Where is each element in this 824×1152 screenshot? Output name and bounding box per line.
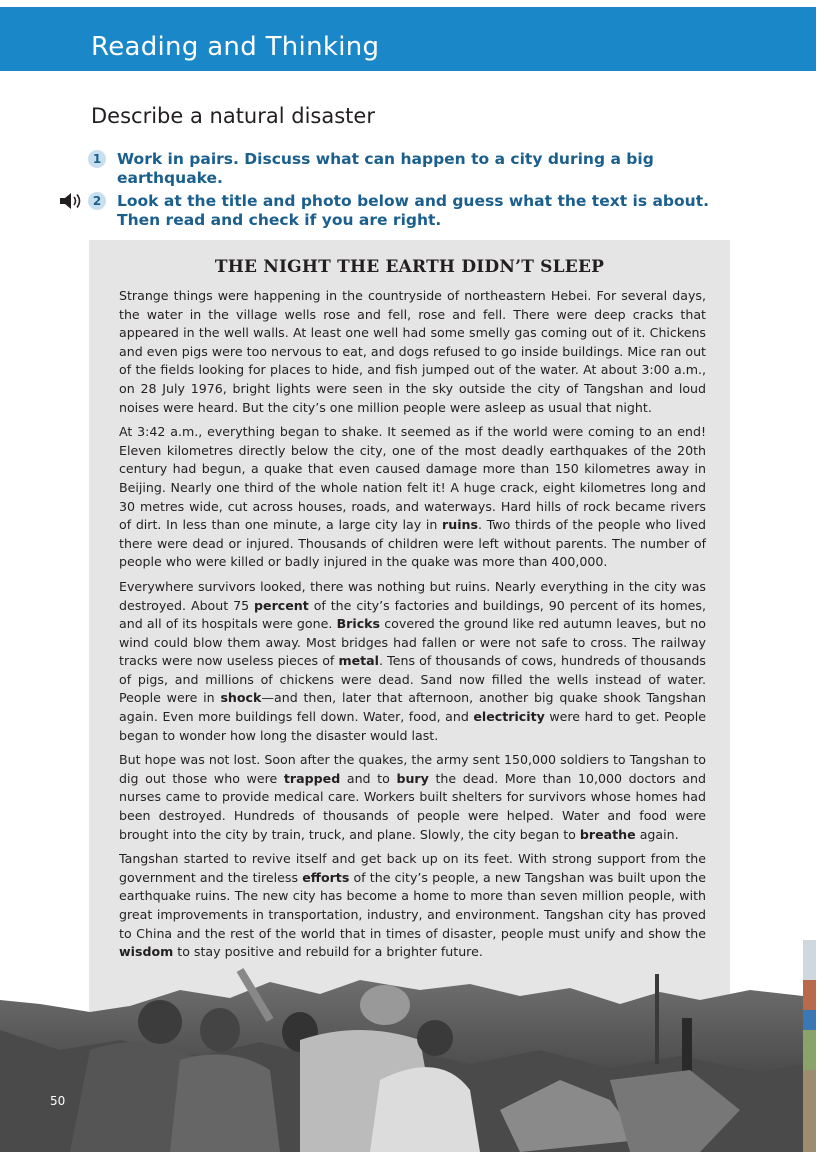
vocab-word: bury [396,770,429,786]
vocab-word: ruins [442,517,479,533]
task-number-1: 1 [88,150,106,168]
vocab-word: percent [254,597,309,613]
task-1-text: Work in pairs. Discuss what can happen to a city during a big earthquake. [117,150,654,187]
vocab-word: breathe [579,826,636,842]
page-edge-strip [803,940,816,1152]
speaker-icon[interactable] [59,193,83,209]
vocab-word: efforts [302,869,350,885]
page-number: 50 [50,1094,66,1108]
paragraph-5: Tangshan started to revive itself and get back up on its feet. With strong support from the government and the tireless efforts of the city’s people, a new Tangshan was built upon the earthquake ruins. The new city has become a home to more than seven million people, with great improvements in transportation, industry, and environment. Tangshan city has proved to China and the rest of the world that in times of disaster, people must unify and show the wisdom to stay positive and rebuild for a brighter future. [119,851,706,960]
vocab-word: trapped [283,770,341,786]
vocab-word: metal [338,653,379,669]
vocab-word: Bricks [336,616,381,632]
article-body [119,287,706,968]
page-title: Reading and Thinking [91,32,380,62]
vocab-word: shock [220,690,262,706]
earthquake-rescue-photo [0,960,816,1152]
paragraph-3: Everywhere survivors looked, there was nothing but ruins. Nearly everything in the city was destroyed. About 75 percent of the city’s factories and buildings, 90 percent of its homes, and all of its hospitals were gone. Bricks covered the ground like red autumn leaves, but no wind could blow them away. Most bridges had fallen or were not safe to cross. The railway tracks were now useless pieces of metal. Tens of thousands of cows, hundreds of thousands of pigs, and millions of chickens were dead. Sand now filled the wells instead of water. People were in shock—and then, later that afternoon, another big quake shook Tangshan again. Even more buildings fell down. Water, food, and electricity were hard to get. People began to wonder how long the disaster would last. [119,578,706,743]
paragraph-4: But hope was not lost. Soon after the quakes, the army sent 150,000 soldiers to Tangshan to dig out those who were trapped and to bury the dead. More than 10,000 doctors and nurses came to provide medical care. Workers built shelters for survivors whose homes had been destroyed. Hundreds of thousands of people were helped. Water and food were brought into the city by train, truck, and plane. Slowly, the city began to breathe again. [119,752,706,842]
paragraph-2: At 3:42 a.m., everything began to shake. It seemed as if the world were coming to an end! Eleven kilometres directly below the city, one of the most deadly earthquakes of the 20th century had begun, a quake that even caused damage more than 150 kilometres away in Beijing. Nearly one third of the whole nation felt it! A huge crack, eight kilometres long and 30 metres wide, cut across houses, roads, and waterways. Hard hills of rock became rivers of dirt. In less than one minute, a large city lay in ruins. Two thirds of the people who lived there were dead or injured. Thousands of children were left without parents. The number of people who were killed or badly injured in the quake was more than 400,000. [119,424,706,570]
task-number-2: 2 [88,192,106,210]
vocab-word: electricity [473,709,545,725]
task-2-text: Look at the title and photo below and guess what the text is about. Then read and check if you are right. [117,192,709,229]
vocab-word: wisdom [119,944,174,960]
article-title: THE NIGHT THE EARTH DIDN’T SLEEP [214,257,605,277]
paragraph-1: Strange things were happening in the countryside of northeastern Hebei. For several days, the water in the village wells rose and fell, rose and fell. There were deep cracks that appeared in the well walls. At least one well had some smelly gas coming out of it. Chickens and even pigs were too nervous to eat, and dogs refused to go inside buildings. Mice ran out of the fields looking for places to hide, and fish jumped out of the water. At about 3:00 a.m., on 28 July 1976, bright lights were seen in the sky outside the city of Tangshan and loud noises were heard. But the city’s one million people were asleep as usual that night. [119,288,706,415]
section-title: Describe a natural disaster [91,104,375,128]
